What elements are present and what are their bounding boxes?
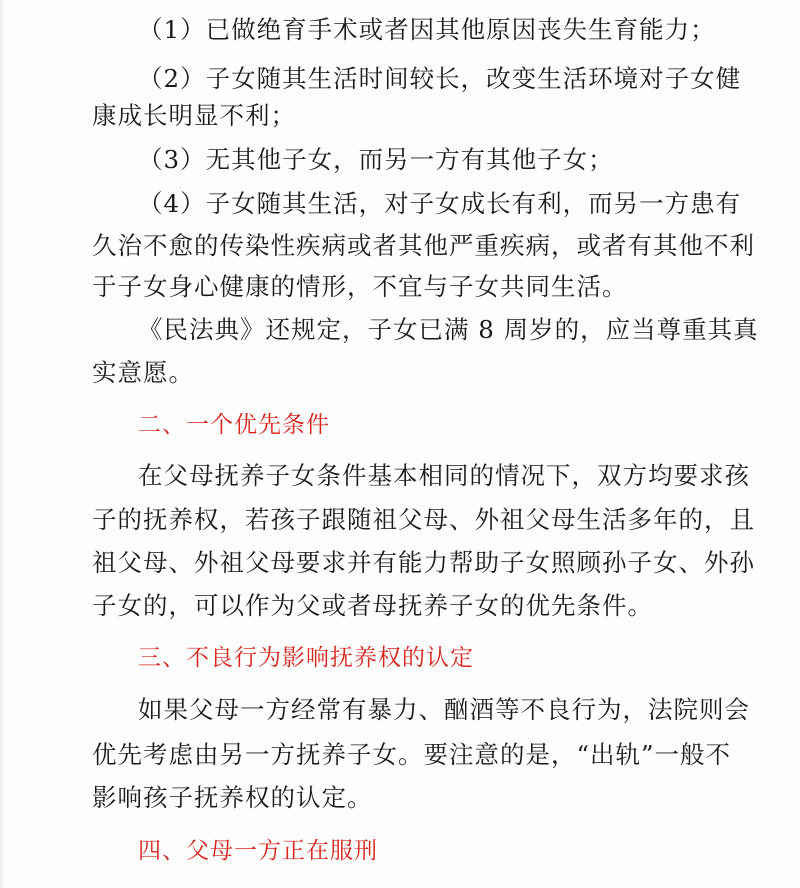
- paragraph-line: （1）已做绝育手术或者因其他原因丧失生育能力；: [138, 15, 716, 44]
- paragraph-line: （3）无其他子女，而另一方有其他子女；: [138, 145, 614, 174]
- paragraph-line: 影响孩子抚养权的认定。: [92, 783, 373, 812]
- paragraph-line: 于子女身心健康的情形，不宜与子女共同生活。: [92, 272, 628, 301]
- paragraph-line: 优先考虑由另一方抚养子女。要注意的是，“出轨”一般不: [92, 740, 732, 769]
- paragraph-line: 如果父母一方经常有暴力、酗酒等不良行为，法院则会: [138, 695, 750, 724]
- paragraph-line: （2）子女随其生活时间较长，改变生活环境对子女健: [138, 64, 742, 93]
- section-heading: 二、一个优先条件: [138, 412, 330, 438]
- paragraph-line: 《民法典》还规定，子女已满 8 周岁的，应当尊重其真: [138, 315, 759, 344]
- paragraph-line: （4）子女随其生活，对子女成长有利，而另一方患有: [138, 189, 742, 218]
- paragraph-line: 子女的，可以作为父或者母抚养子女的优先条件。: [92, 591, 653, 620]
- paragraph-line: 久治不愈的传染性疾病或者其他严重疾病，或者有其他不利: [92, 231, 755, 260]
- section-heading: 四、父母一方正在服刑: [138, 838, 378, 864]
- paragraph-line: 在父母抚养子女条件基本相同的情况下，双方均要求孩: [138, 461, 750, 490]
- section-heading: 三、不良行为影响抚养权的认定: [138, 645, 474, 671]
- paragraph-line: 子的抚养权，若孩子跟随祖父母、外祖父母生活多年的，且: [92, 505, 755, 534]
- paragraph-line: 实意愿。: [92, 358, 194, 387]
- paragraph-line: 康成长明显不利；: [92, 101, 296, 130]
- paragraph-line: 祖父母、外祖父母要求并有能力帮助子女照顾孙子女、外孙: [92, 548, 755, 577]
- page-edge: [0, 0, 6, 888]
